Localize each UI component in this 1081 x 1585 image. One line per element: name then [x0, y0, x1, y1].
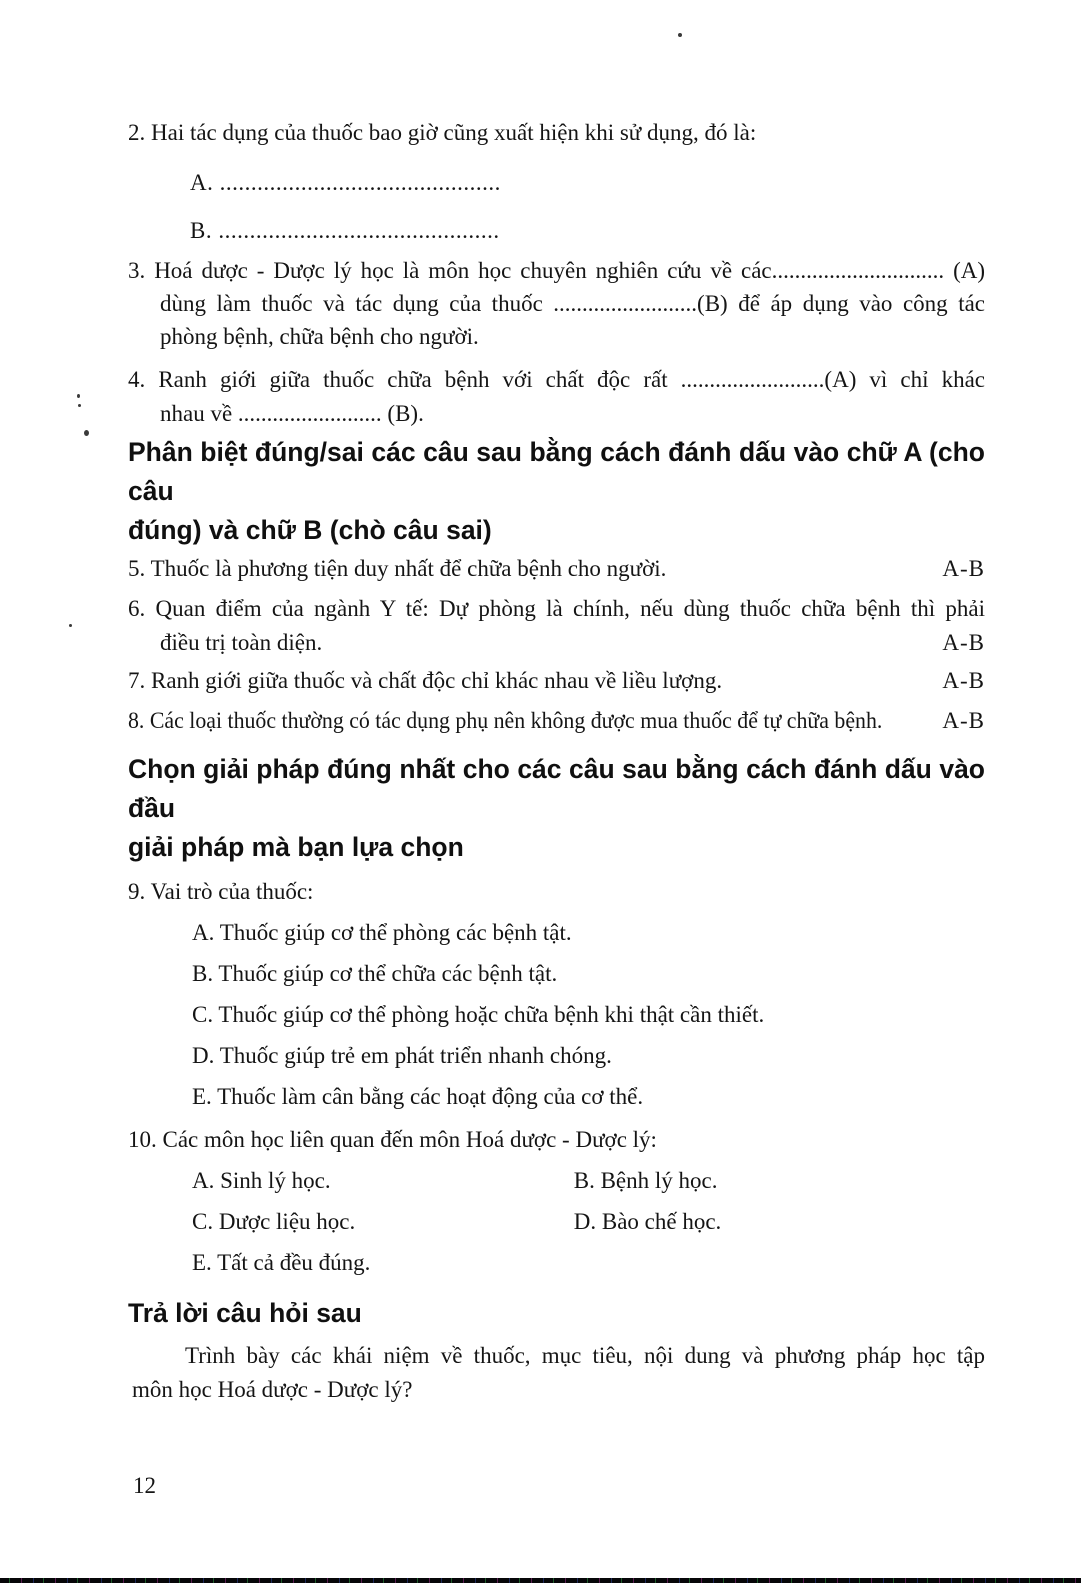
scan-speck — [84, 430, 89, 436]
page-number: 12 — [133, 1473, 156, 1498]
essay-question-line-2: môn học Hoá dược - Dược lý? — [132, 1377, 413, 1402]
question-10-row-3 — [192, 1246, 985, 1280]
question-9-text: 9. Vai trò của thuốc: — [128, 879, 314, 904]
multiple-choice-section-heading — [128, 750, 985, 867]
question-2-answer-line-a: A. ............................................. — [190, 170, 501, 195]
question-10-option-c: C. Dược liệu học. — [192, 1209, 356, 1234]
question-3 — [128, 254, 985, 353]
question-8-row — [128, 704, 985, 738]
question-10-text: 10. Các môn học liên quan đến môn Hoá dược - Dược lý: — [128, 1127, 657, 1152]
question-5-text: 5. Thuốc là phương tiện duy nhất để chữa bệnh cho người. — [128, 556, 667, 581]
question-5-row — [128, 552, 985, 586]
question-7-text: 7. Ranh giới giữa thuốc và chất độc chỉ khác nhau về liều lượng. — [128, 668, 723, 693]
question-6-line-2-row — [128, 626, 985, 660]
bottom-scan-line — [0, 1578, 1081, 1583]
question-9-option-c: C. Thuốc giúp cơ thể phòng hoặc chữa bệnh khi thật cần thiết. — [192, 1002, 765, 1027]
scan-speck — [69, 624, 72, 627]
question-6-line-2: điều trị toàn diện. — [160, 630, 323, 655]
question-9-option-e: E. Thuốc làm cân bằng các hoạt động của cơ thể. — [192, 1084, 644, 1109]
true-false-heading-line-1: Phân biệt đúng/sai các câu sau bằng cách đánh dấu vào chữ A (cho câu — [128, 437, 985, 506]
question-3-line-1: 3. Hoá dược - Dược lý học là môn học chuyên nghiên cứu về các.............................. (A) — [128, 258, 985, 283]
question-8-answer-choice-ab: A-B — [942, 708, 985, 733]
multiple-choice-heading-line-2: giải pháp mà bạn lựa chọn — [128, 832, 464, 862]
question-2-answer-line-b: B. ............................................. — [190, 218, 500, 243]
question-7-answer-choice-ab: A-B — [942, 668, 985, 693]
question-6-answer-choice-ab: A-B — [942, 630, 985, 655]
true-false-section-heading — [128, 433, 985, 550]
question-10-row-2 — [192, 1205, 985, 1239]
question-8-text: 8. Các loại thuốc thường có tác dụng phụ nên không được mua thuốc để tự chữa bệnh. — [128, 708, 883, 733]
question-6 — [128, 592, 985, 660]
question-5-answer-choice-ab: A-B — [942, 556, 985, 581]
question-4-line-1: 4. Ranh giới giữa thuốc chữa bệnh với chất độc rất .........................(A) vì chỉ khác — [128, 367, 985, 392]
essay-section-heading: Trả lời câu hỏi sau — [128, 1298, 362, 1328]
question-10-row-1 — [192, 1164, 985, 1198]
scan-speck — [78, 404, 81, 407]
question-6-line-1: 6. Quan điểm của ngành Y tế: Dự phòng là chính, nếu dùng thuốc chữa bệnh thì phải — [128, 596, 985, 621]
scan-speck — [678, 33, 682, 37]
question-10-option-d: D. Bào chế học. — [573, 1209, 722, 1234]
question-4 — [128, 363, 985, 431]
question-9-option-d: D. Thuốc giúp trẻ em phát triển nhanh chóng. — [192, 1043, 612, 1068]
essay-question-line-1: Trình bày các khái niệm về thuốc, mục tiêu, nội dung và phương pháp học tập — [185, 1343, 985, 1368]
question-10-option-e: E. Tất cả đều đúng. — [192, 1250, 371, 1275]
question-9-option-a: A. Thuốc giúp cơ thể phòng các bệnh tật. — [192, 920, 572, 945]
question-2-text: 2. Hai tác dụng của thuốc bao giờ cũng xuất hiện khi sử dụng, đó là: — [128, 120, 757, 145]
essay-question — [128, 1339, 985, 1407]
question-9-option-b: B. Thuốc giúp cơ thể chữa các bệnh tật. — [192, 961, 558, 986]
question-10-option-a: A. Sinh lý học. — [192, 1168, 331, 1193]
page-content — [128, 116, 985, 1503]
true-false-heading-line-2: đúng) và chữ B (chò câu sai) — [128, 515, 492, 545]
scan-speck — [77, 394, 80, 398]
question-3-line-2: dùng làm thuốc và tác dụng của thuốc .........................(B) để áp dụng vào công tác — [160, 291, 985, 316]
question-10-option-b: B. Bệnh lý học. — [573, 1168, 718, 1193]
question-7-row — [128, 664, 985, 698]
question-4-line-2: nhau về ......................... (B). — [160, 401, 424, 426]
question-3-line-3: phòng bệnh, chữa bệnh cho người. — [160, 324, 479, 349]
multiple-choice-heading-line-1: Chọn giải pháp đúng nhất cho các câu sau bằng cách đánh dấu vào đầu — [128, 754, 985, 823]
